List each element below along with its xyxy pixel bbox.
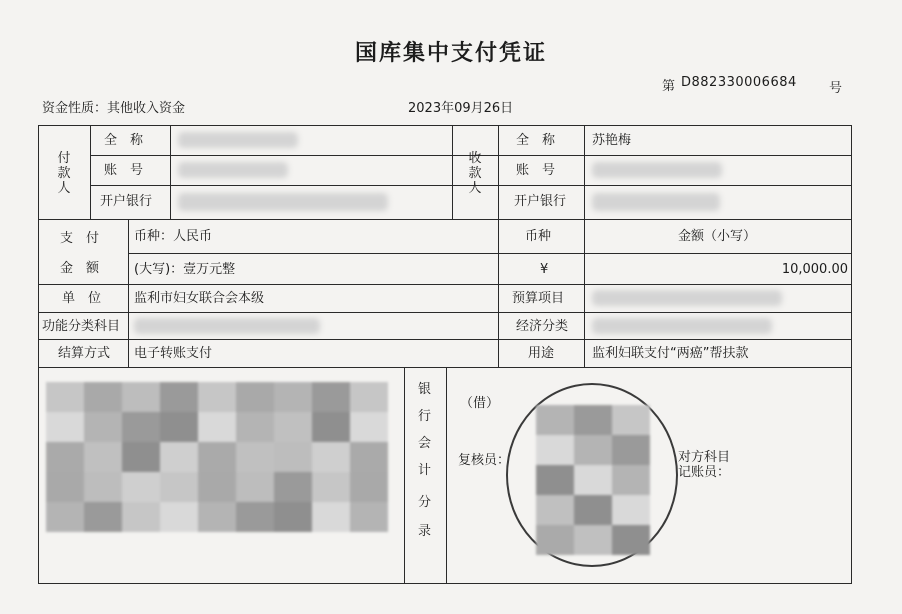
mosaic-tile [160, 472, 198, 502]
payment-amount-label-2: 金 额 [60, 261, 100, 276]
mosaic-tile [84, 442, 122, 472]
reviewer-label: 复核员： [458, 453, 511, 468]
mosaic-tile [274, 382, 312, 412]
voucher-title: 国库集中支付凭证 [354, 41, 547, 66]
bank-entries-char: 分 [418, 495, 432, 510]
currency-symbol: ¥ [540, 262, 549, 277]
mosaic-tile [612, 465, 650, 495]
voucher-number-suffix: 号 [829, 81, 843, 96]
mosaic-tile [236, 412, 274, 442]
unit-value: 监利市妇女联合会本级 [134, 291, 265, 306]
mosaic-tile [312, 382, 350, 412]
mosaic-tile [536, 435, 574, 465]
payee-account-redacted [592, 162, 722, 178]
mosaic-tile [350, 472, 388, 502]
debit-label: （借） [460, 396, 500, 411]
voucher-number: D882330006684 [681, 75, 797, 90]
payer-account-label: 账 号 [104, 163, 144, 178]
bank-entries-char: 会 [418, 436, 432, 451]
mosaic-tile [312, 502, 350, 532]
mosaic-tile [46, 502, 84, 532]
payer-bank-redacted [178, 193, 388, 211]
mosaic-tile [574, 495, 612, 525]
amount-in-words: (大写)：壹万元整 [134, 262, 236, 277]
mosaic-tile [350, 442, 388, 472]
mosaic-tile [122, 502, 160, 532]
mosaic-tile [84, 502, 122, 532]
mosaic-tile [274, 502, 312, 532]
mosaic-tile [612, 405, 650, 435]
settlement-value: 电子转账支付 [134, 346, 213, 361]
mosaic-tile [46, 412, 84, 442]
amount-column-label: 金额（小写） [678, 229, 757, 244]
amount-in-figures: 10,000.00 [781, 262, 848, 277]
mosaic-tile [236, 472, 274, 502]
currency-text: 币种：人民币 [134, 229, 213, 244]
mosaic-tile [46, 442, 84, 472]
unit-label: 单 位 [62, 291, 102, 306]
mosaic-tile [574, 405, 612, 435]
mosaic-tile [46, 382, 84, 412]
budget-item-label: 预算项目 [512, 291, 565, 306]
payer-name-label: 全 称 [104, 133, 144, 148]
mosaic-tile [274, 472, 312, 502]
mosaic-tile [574, 435, 612, 465]
mosaic-tile [236, 442, 274, 472]
mosaic-tile [274, 412, 312, 442]
mosaic-tile [122, 412, 160, 442]
mosaic-tile [198, 412, 236, 442]
mosaic-tile [46, 472, 84, 502]
mosaic-tile [612, 525, 650, 555]
payment-amount-label-1: 支 付 [60, 231, 100, 246]
mosaic-tile [160, 382, 198, 412]
contra-subject-label: 对方科目 [678, 450, 731, 465]
bank-stamp [506, 383, 678, 567]
purpose-label: 用途 [528, 346, 555, 361]
mosaic-tile [236, 502, 274, 532]
payer-group-label: 付款人 [57, 151, 71, 196]
payer-name-redacted [178, 132, 298, 148]
payee-group-label: 收款人 [468, 151, 482, 196]
mosaic-tile [122, 382, 160, 412]
bookkeeper-label: 记账员： [678, 465, 731, 480]
payer-bank-label: 开户银行 [100, 194, 153, 209]
purpose-value: 监利妇联支付“两癌”帮扶款 [592, 346, 749, 361]
function-class-label: 功能分类科目 [42, 319, 121, 334]
mosaic-tile [84, 382, 122, 412]
voucher-date: 2023年09月26日 [408, 101, 514, 116]
mosaic-tile [160, 502, 198, 532]
mosaic-tile [536, 525, 574, 555]
function-class-redacted [134, 318, 320, 334]
mosaic-tile [350, 412, 388, 442]
mosaic-tile [198, 472, 236, 502]
mosaic-tile [160, 442, 198, 472]
mosaic-tile [312, 442, 350, 472]
bank-stamp-mosaic [536, 405, 650, 555]
redacted-seal-mosaic [46, 382, 388, 532]
mosaic-tile [612, 435, 650, 465]
mosaic-tile [84, 412, 122, 442]
mosaic-tile [198, 502, 236, 532]
mosaic-tile [236, 382, 274, 412]
payee-name-value: 苏艳梅 [592, 133, 632, 148]
mosaic-tile [612, 495, 650, 525]
bank-entries-char: 计 [418, 463, 432, 478]
settlement-label: 结算方式 [58, 346, 111, 361]
mosaic-tile [312, 412, 350, 442]
payer-account-redacted [178, 162, 288, 178]
mosaic-tile [198, 382, 236, 412]
payee-account-label: 账 号 [516, 163, 556, 178]
bank-entries-char: 录 [418, 524, 432, 539]
payee-bank-redacted [592, 193, 720, 211]
mosaic-tile [274, 442, 312, 472]
payee-bank-label: 开户银行 [514, 194, 567, 209]
mosaic-tile [122, 442, 160, 472]
mosaic-tile [84, 472, 122, 502]
budget-item-redacted [592, 290, 782, 306]
mosaic-tile [350, 382, 388, 412]
mosaic-tile [536, 495, 574, 525]
bank-entries-char: 银 [418, 382, 432, 397]
mosaic-tile [350, 502, 388, 532]
bank-entries-char: 行 [418, 409, 432, 424]
mosaic-tile [574, 525, 612, 555]
economic-class-label: 经济分类 [516, 319, 569, 334]
mosaic-tile [536, 405, 574, 435]
mosaic-tile [198, 442, 236, 472]
economic-class-redacted [592, 318, 772, 334]
mosaic-tile [536, 465, 574, 495]
currency-column-label: 币种 [525, 229, 552, 244]
fund-nature: 资金性质：其他收入资金 [42, 101, 186, 116]
mosaic-tile [122, 472, 160, 502]
voucher-number-prefix: 第 [662, 79, 676, 94]
payee-name-label: 全 称 [516, 133, 556, 148]
mosaic-tile [312, 472, 350, 502]
mosaic-tile [160, 412, 198, 442]
mosaic-tile [574, 465, 612, 495]
